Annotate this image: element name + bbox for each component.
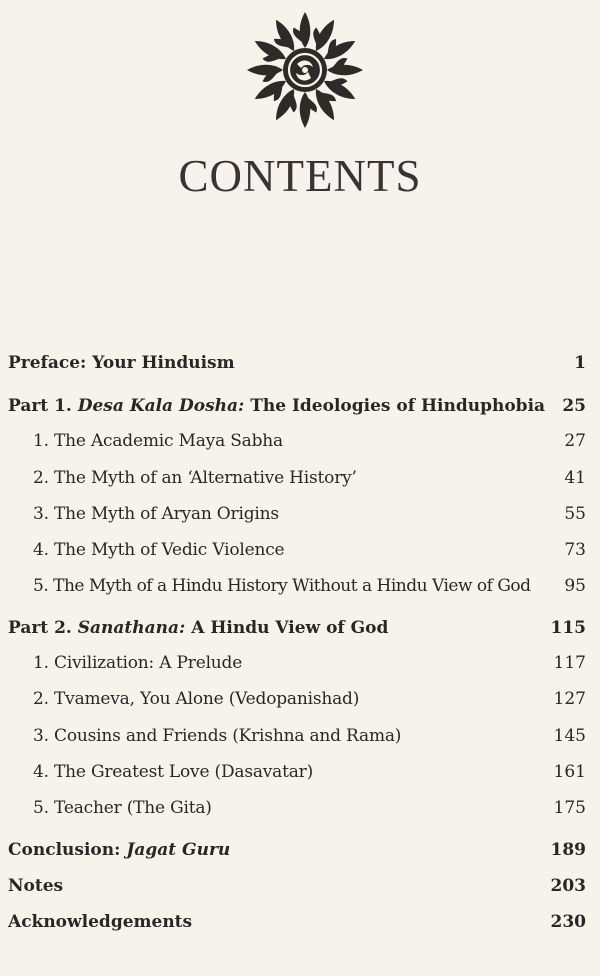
entry-label <box>8 391 545 421</box>
entry-label: 3. Cousins and Friends (Krishna and Rama) <box>33 726 402 746</box>
sun-lotus-ornament-icon <box>240 10 370 130</box>
entry-page-number: 175 <box>553 798 586 818</box>
toc-entry-conclusion <box>0 835 600 865</box>
entry-page-number: 55 <box>564 504 586 524</box>
entry-page-number: 203 <box>550 876 586 896</box>
toc-entry-chapter <box>0 571 600 601</box>
entry-label: 4. The Myth of Vedic Violence <box>33 540 285 560</box>
entry-label: Acknowledgements <box>8 912 193 932</box>
entry-page-number: 25 <box>562 396 586 416</box>
part-italic-title: Sanathana: <box>77 618 186 638</box>
toc-entry-chapter <box>0 684 600 714</box>
toc-entry-chapter <box>0 721 600 751</box>
entry-label: Notes <box>8 876 64 896</box>
entry-label: 3. The Myth of Aryan Origins <box>33 504 279 524</box>
toc-entry-notes <box>0 871 600 901</box>
entry-label: 1. Civilization: A Prelude <box>33 653 243 673</box>
part-subtitle: The Ideologies of Hinduphobia <box>244 396 546 416</box>
entry-page-number: 115 <box>550 618 586 638</box>
entry-page-number: 41 <box>564 468 586 488</box>
toc-entry-chapter <box>0 426 600 456</box>
toc-entry-part-1 <box>0 391 600 421</box>
page-title: CONTENTS <box>178 151 422 201</box>
entry-page-number: 145 <box>553 726 586 746</box>
entry-page-number: 189 <box>550 840 586 860</box>
entry-label: Preface: Your Hinduism <box>8 353 235 373</box>
part-prefix: Part 1. <box>8 396 78 416</box>
entry-label: 2. Tvameva, You Alone (Vedopanishad) <box>33 689 360 709</box>
entry-label <box>8 835 230 865</box>
conclusion-italic-title: Jagat Guru <box>126 840 231 860</box>
entry-label: 4. The Greatest Love (Dasavatar) <box>33 762 314 782</box>
entry-page-number: 161 <box>553 762 586 782</box>
entry-label <box>8 613 388 643</box>
toc-entry-chapter <box>0 535 600 565</box>
entry-page-number: 127 <box>553 689 586 709</box>
part-italic-title: Desa Kala Dosha: <box>77 396 245 416</box>
entry-label: 1. The Academic Maya Sabha <box>33 431 283 451</box>
entry-label: 5. The Myth of a Hindu History Without a Hindu View of God <box>33 576 531 596</box>
toc-entry-chapter <box>0 648 600 678</box>
toc-entry-acknowledgements <box>0 907 600 937</box>
toc-entry-part-2 <box>0 613 600 643</box>
toc-entry-chapter <box>0 793 600 823</box>
entry-page-number: 117 <box>553 653 586 673</box>
entry-label: 2. The Myth of an ‘Alternative History’ <box>33 468 357 488</box>
part-subtitle: A Hindu View of God <box>185 618 389 638</box>
entry-page-number: 1 <box>574 353 586 373</box>
entry-label: 5. Teacher (The Gita) <box>33 798 212 818</box>
entry-page-number: 230 <box>550 912 586 932</box>
conclusion-prefix: Conclusion: <box>8 840 127 860</box>
toc-entry-chapter <box>0 463 600 493</box>
toc-entry-chapter <box>0 757 600 787</box>
entry-page-number: 95 <box>564 576 586 596</box>
toc-entry-chapter <box>0 499 600 529</box>
part-prefix: Part 2. <box>8 618 78 638</box>
toc-entry-preface <box>0 348 600 378</box>
entry-page-number: 27 <box>564 431 586 451</box>
entry-page-number: 73 <box>564 540 586 560</box>
